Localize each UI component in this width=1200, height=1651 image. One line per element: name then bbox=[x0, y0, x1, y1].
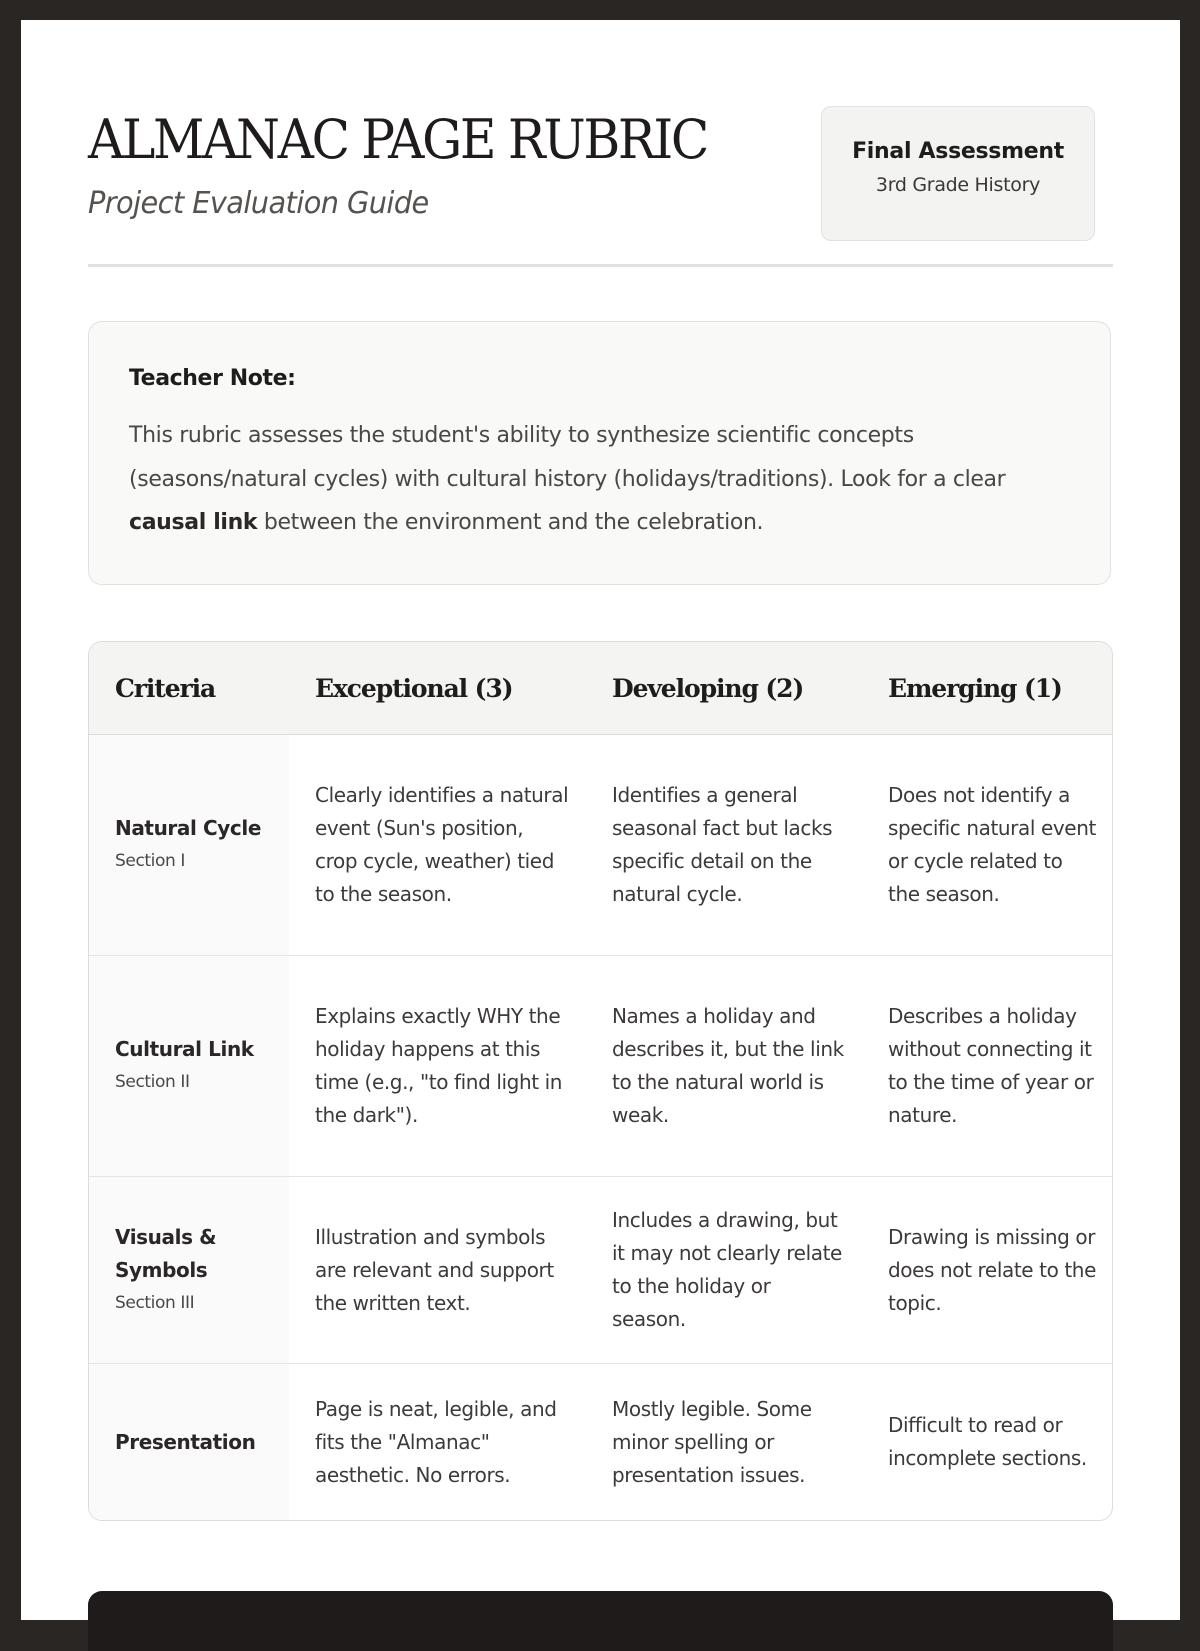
developing-cell: Names a holiday and describes it, but the link to the natural world is weak. bbox=[586, 956, 862, 1177]
developing-cell: Mostly legible. Some minor spelling or presentation issues. bbox=[612, 1396, 812, 1487]
teacher-note bbox=[88, 321, 1111, 585]
emerging-cell: Difficult to read or incomplete sections. bbox=[888, 1413, 1087, 1470]
criterion-cell bbox=[89, 1364, 289, 1521]
teacher-note-label: Teacher Note: bbox=[129, 366, 296, 391]
table-header-row bbox=[89, 642, 1113, 735]
criterion-cell bbox=[89, 735, 289, 956]
header-divider bbox=[88, 264, 1113, 267]
column-header-criteria: Criteria bbox=[89, 642, 289, 735]
table-row bbox=[89, 1177, 1113, 1364]
note-text-emphasis: causal link bbox=[129, 510, 258, 535]
table-row bbox=[89, 735, 1113, 956]
note-text-before: This rubric assesses the student's ability to synthesize scientific concepts (seasons/natural cycles) with cultural history (holidays/traditions). Look for a clear bbox=[129, 423, 1006, 492]
criterion-name: Presentation bbox=[115, 1429, 256, 1454]
teacher-note-text bbox=[129, 414, 1079, 545]
badge-subtitle: 3rd Grade History bbox=[875, 174, 1041, 196]
criterion-section: Section I bbox=[115, 851, 185, 871]
exceptional-cell: Clearly identifies a natural event (Sun's position, crop cycle, weather) tied to the season. bbox=[289, 735, 586, 956]
criterion-name: Natural Cycle bbox=[115, 816, 262, 840]
criterion-cell bbox=[89, 956, 289, 1177]
criterion-name: Visuals & Symbols bbox=[115, 1224, 217, 1282]
criterion-name: Cultural Link bbox=[115, 1037, 254, 1061]
developing-cell: Includes a drawing, but it may not clearly relate to the holiday or season. bbox=[586, 1177, 862, 1364]
criterion-cell bbox=[89, 1177, 289, 1364]
badge-title: Final Assessment bbox=[852, 139, 1064, 164]
column-header-emerging: Emerging (1) bbox=[862, 642, 1113, 735]
emerging-cell: Does not identify a specific natural event or cycle related to the season. bbox=[862, 735, 1113, 956]
document-page bbox=[21, 20, 1180, 1620]
table-row bbox=[89, 1364, 1113, 1521]
emerging-cell: Describes a holiday without connecting it to the time of year or nature. bbox=[862, 956, 1113, 1177]
exceptional-cell: Page is neat, legible, and fits the "Almanac" aesthetic. No errors. bbox=[315, 1396, 557, 1487]
developing-cell: Identifies a general seasonal fact but lacks specific detail on the natural cycle. bbox=[586, 735, 862, 956]
footer-bar bbox=[88, 1591, 1113, 1651]
column-header-developing: Developing (2) bbox=[586, 642, 862, 735]
emerging-cell: Drawing is missing or does not relate to the topic. bbox=[862, 1177, 1113, 1364]
assessment-badge bbox=[821, 106, 1095, 241]
page-subtitle: Project Evaluation Guide bbox=[88, 186, 429, 221]
page-title: ALMANAC PAGE RUBRIC bbox=[88, 108, 708, 171]
criterion-section: Section II bbox=[115, 1072, 190, 1092]
table-row bbox=[89, 956, 1113, 1177]
criterion-section: Section III bbox=[115, 1292, 195, 1313]
exceptional-cell: Illustration and symbols are relevant and support the written text. bbox=[289, 1177, 586, 1364]
note-text-after: between the environment and the celebration. bbox=[257, 510, 764, 535]
exceptional-cell: Explains exactly WHY the holiday happens at this time (e.g., "to find light in the dark"). bbox=[289, 956, 586, 1177]
column-header-exceptional: Exceptional (3) bbox=[289, 642, 586, 735]
rubric-table bbox=[88, 641, 1113, 1521]
page-header bbox=[88, 86, 1134, 286]
